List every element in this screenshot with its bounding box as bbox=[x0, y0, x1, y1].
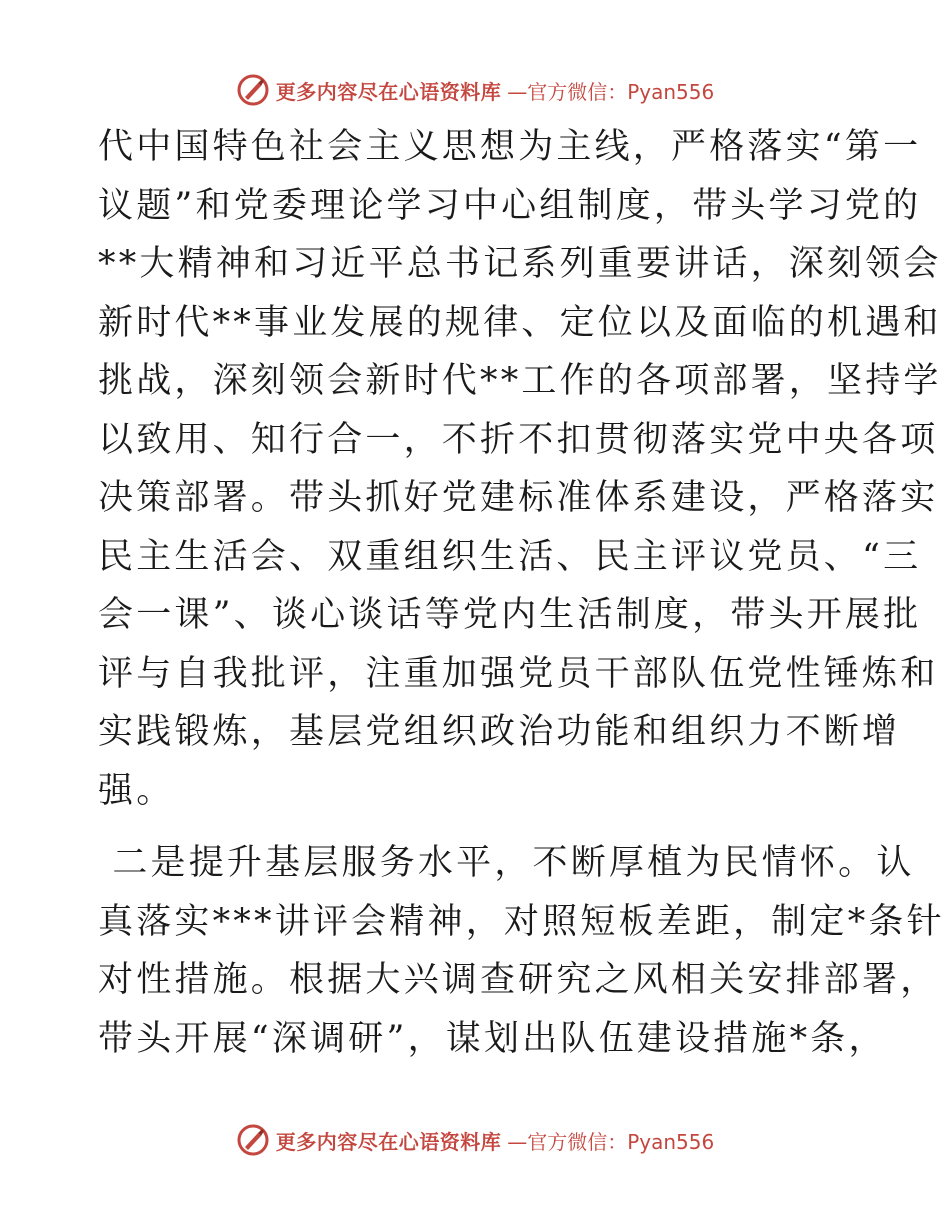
paragraph bbox=[98, 834, 945, 1068]
watermark-suffix: —官方微信：Pyan556 bbox=[507, 79, 715, 104]
text-line: 二是提升基层服务水平，不断厚植为民情怀。认 bbox=[98, 843, 915, 883]
text-line: 民主生活会、双重组织生活、民主评议党员、“三 bbox=[98, 536, 922, 577]
paragraph bbox=[98, 118, 942, 820]
text-line: 评与自我批评，注重加强党员干部队伍党性锤炼和 bbox=[98, 653, 939, 694]
watermark-text: 更多内容尽在心语资料库 bbox=[275, 1129, 502, 1154]
watermark-suffix: —官方微信：Pyan556 bbox=[507, 1129, 715, 1154]
footer-watermark bbox=[0, 1120, 950, 1160]
text-line: 以致用、知行合一，不折不扣贯彻落实党中央各项 bbox=[98, 419, 939, 460]
pen-logo-icon bbox=[236, 73, 270, 107]
text-line: 代中国特色社会主义思想为主线，严格落实“第一 bbox=[98, 127, 922, 167]
text-line: 议题”和党委理论学习中心组制度，带头学习党的 bbox=[98, 185, 922, 226]
text-line: 新时代**事业发展的规律、定位以及面临的机遇和 bbox=[98, 302, 942, 343]
watermark-text: 更多内容尽在心语资料库 bbox=[275, 79, 502, 104]
paragraph-spacer bbox=[98, 820, 858, 834]
pen-logo-icon bbox=[236, 1123, 270, 1157]
text-line: 对性措施。根据大兴调查研究之风相关安排部署， bbox=[98, 960, 939, 1000]
text-line: **大精神和习近平总书记系列重要讲话，深刻领会 bbox=[98, 244, 942, 284]
text-line: 实践锻炼，基层党组织政治功能和组织力不断增 bbox=[98, 712, 901, 752]
header-watermark bbox=[0, 70, 950, 110]
text-line: 会一课”、谈心谈话等党内生活制度，带头开展批 bbox=[98, 595, 922, 635]
text-line: 决策部署。带头抓好党建标准体系建设，严格落实 bbox=[98, 478, 939, 518]
text-line: 挑战，深刻领会新时代**工作的各项部署，坚持学 bbox=[98, 361, 942, 401]
text-line: 带头开展“深调研”，谋划出队伍建设措施*条， bbox=[98, 1018, 887, 1059]
text-line: 真落实***讲评会精神，对照短板差距，制定*条针 bbox=[98, 901, 945, 942]
document-body bbox=[98, 118, 945, 1068]
text-line: 强。 bbox=[98, 770, 175, 811]
